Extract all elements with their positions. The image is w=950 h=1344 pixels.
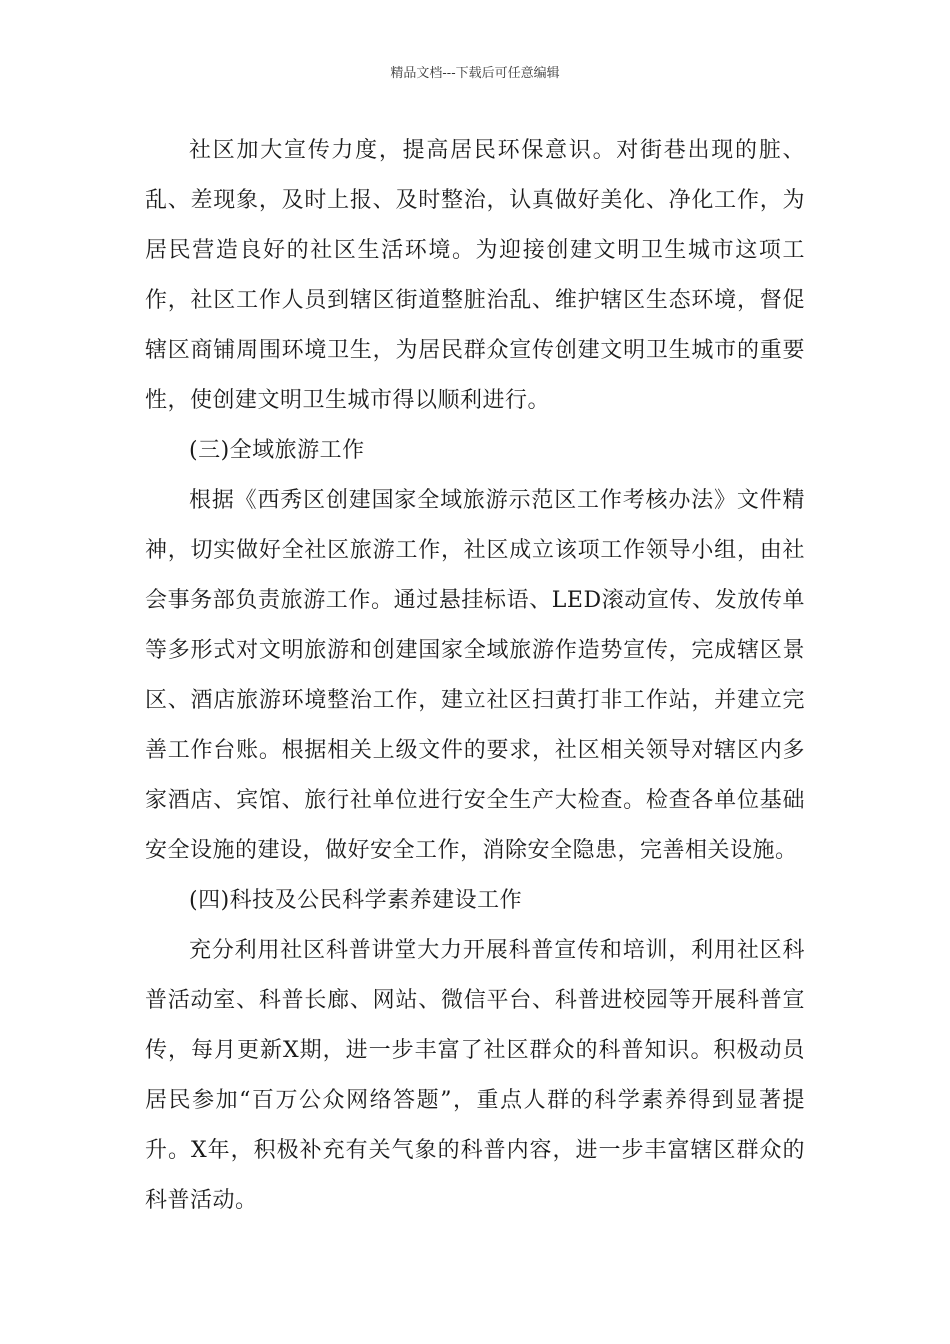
page-header: 精品文档---下载后可任意编辑 xyxy=(390,66,560,81)
paragraph-environment: 社区加大宣传力度，提高居民环保意识。对街巷出现的脏、乱、差现象，及时上报、及时整治，认真做好美化、净化工作，为居民营造良好的社区生活环境。为迎接创建文明卫生城市这项工作，社区工作人员到辖区街道整脏治乱、维护辖区生态环境，督促辖区商铺周围环境卫生，为居民群众宣传创建文明卫生城市的重要性，使创建文明卫生城市得以顺利进行。 xyxy=(145,138,805,413)
paragraph-science: 充分利用社区科普讲堂大力开展科普宣传和培训，利用社区科普活动室、科普长廊、网站、微信平台、科普进校园等开展科普宣传，每月更新X期，进一步丰富了社区群众的科普知识。积极动员居民参加“百万公众网络答题”，重点人群的科学素养得到显著提升。X年，积极补充有关气象的科普内容，进一步丰富辖区群众的科普活动。 xyxy=(145,938,805,1213)
section-heading-tourism: (三)全域旅游工作 xyxy=(189,438,365,463)
paragraph-tourism: 根据《西秀区创建国家全域旅游示范区工作考核办法》文件精神，切实做好全社区旅游工作，社区成立该项工作领导小组，由社会事务部负责旅游工作。通过悬挂标语、LED滚动宣传、发放传单等多形式对文明旅游和创建国家全域旅游作造势宣传，完成辖区景区、酒店旅游环境整治工作，建立社区扫黄打非工作站，并建立完善工作台账。根据相关上级文件的要求，社区相关领导对辖区内多家酒店、宾馆、旅行社单位进行安全生产大检查。检查各单位基础安全设施的建设，做好安全工作，消除安全隐患，完善相关设施。 xyxy=(145,488,805,863)
document-body xyxy=(145,126,805,1226)
section-heading-science: (四)科技及公民科学素养建设工作 xyxy=(189,888,523,913)
